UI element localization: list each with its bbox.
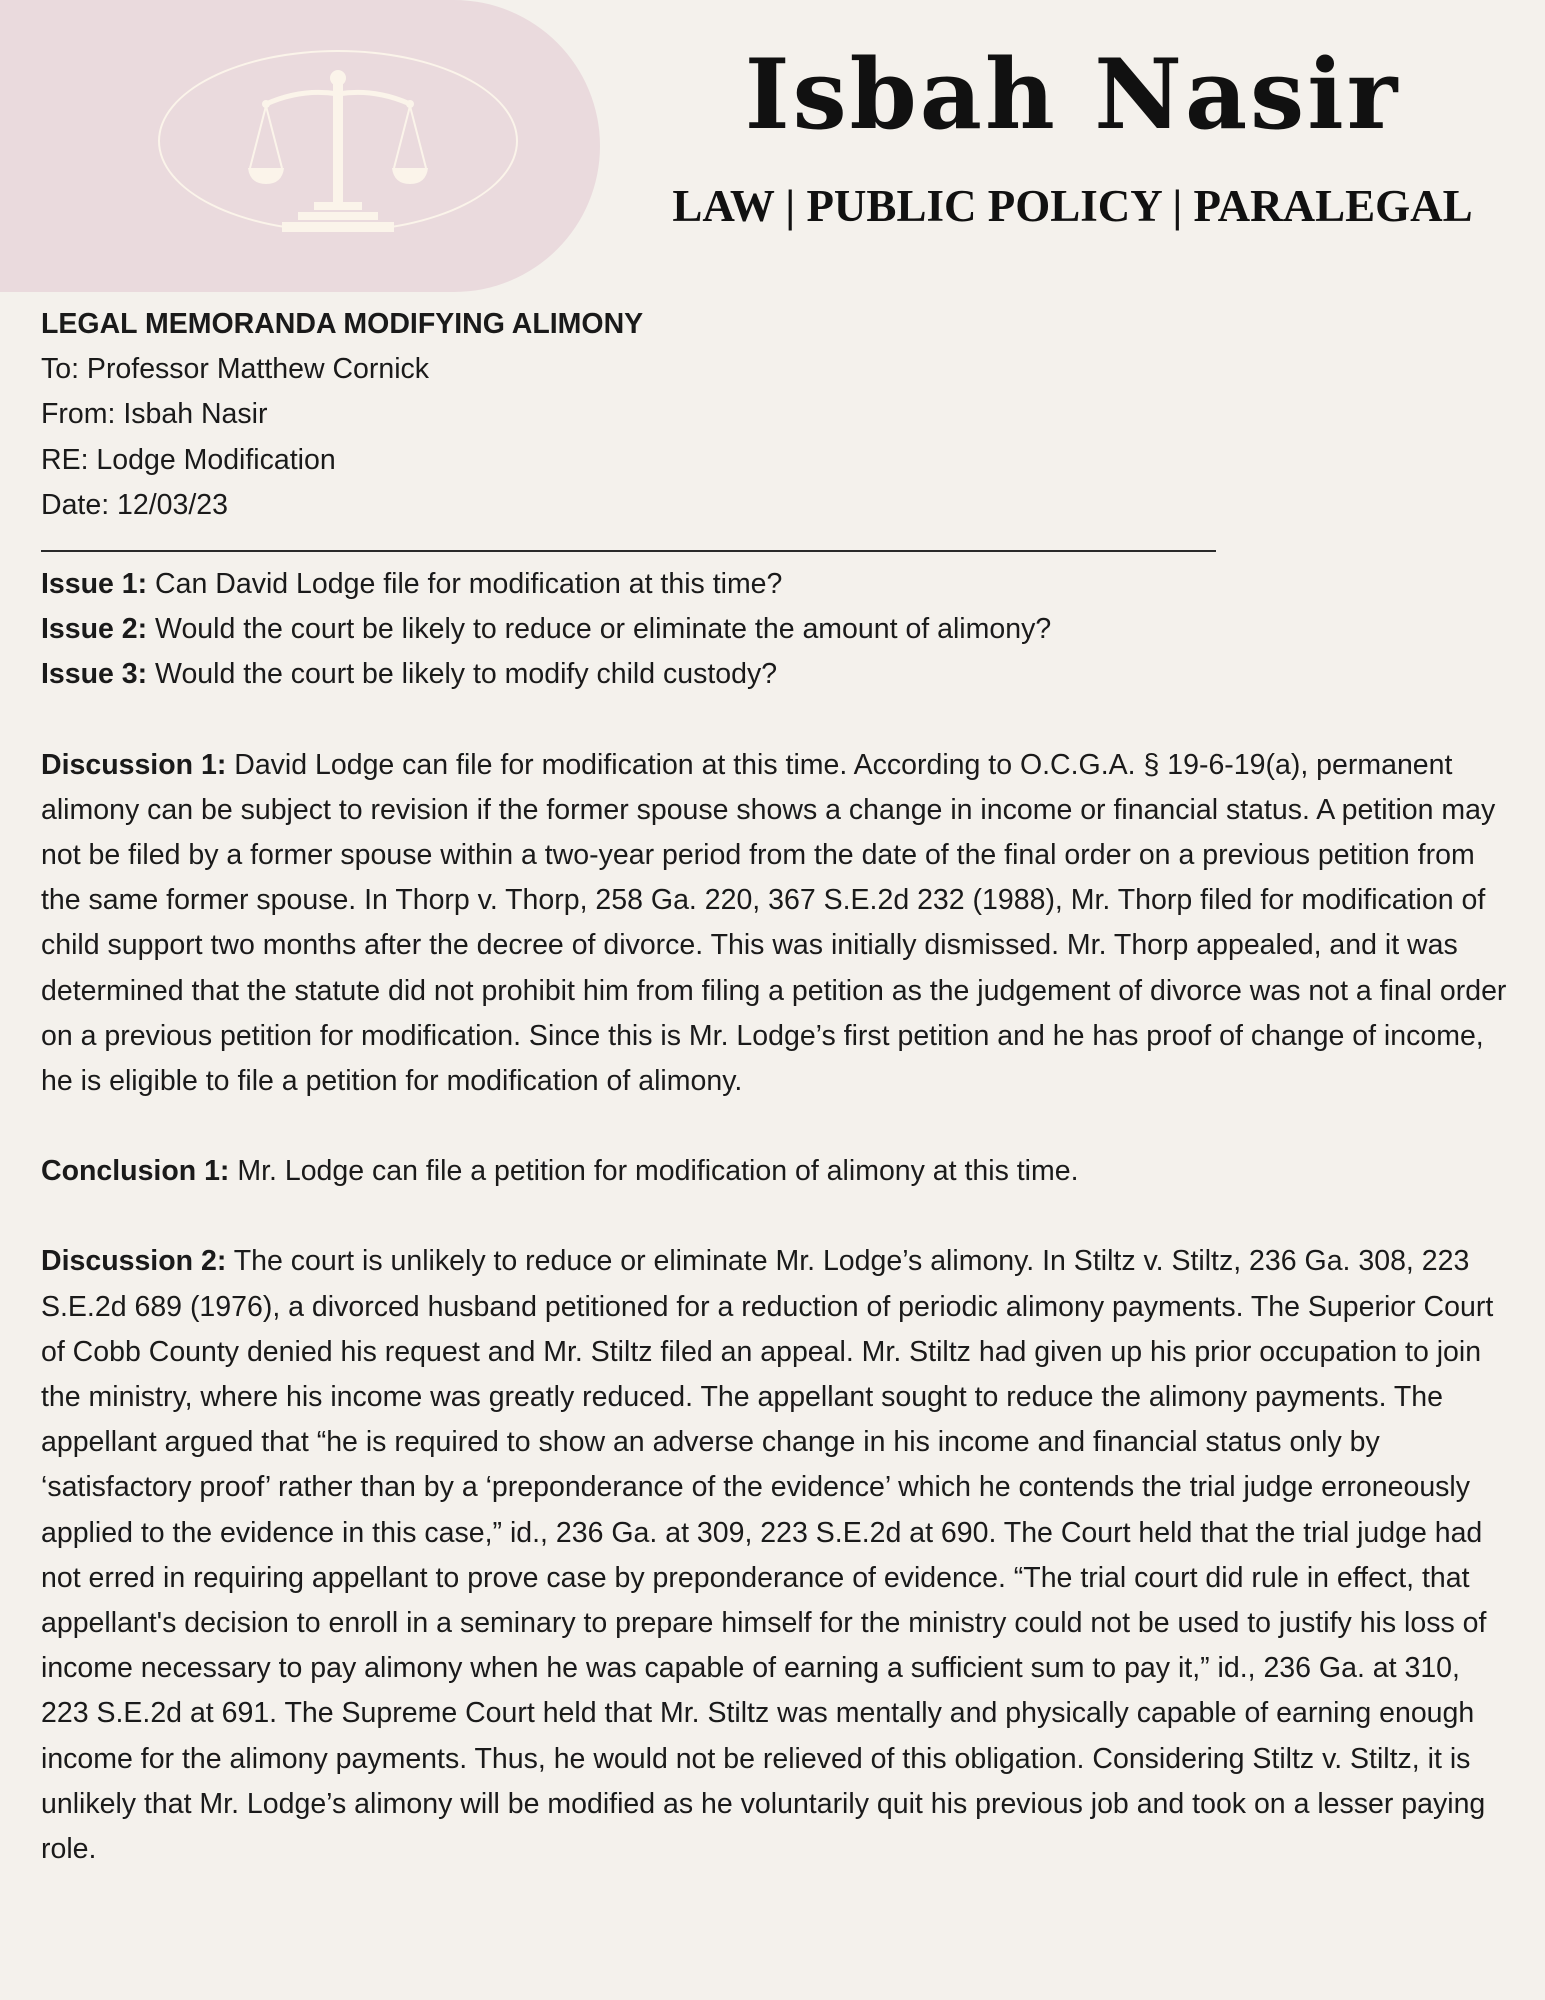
issue-2 bbox=[41, 607, 1511, 652]
issue-1 bbox=[41, 562, 1511, 607]
issue-1-text: Can David Lodge file for modification at this time? bbox=[147, 568, 783, 601]
memo-body bbox=[41, 302, 1511, 1872]
memo-from: From: Isbah Nasir bbox=[41, 398, 268, 431]
discussion-2-label: Discussion 2: bbox=[41, 1245, 227, 1278]
issue-3 bbox=[41, 652, 1511, 697]
issue-3-text: Would the court be likely to modify child custody? bbox=[147, 658, 778, 691]
discussion-1 bbox=[41, 743, 1511, 1105]
memo-date: Date: 12/03/23 bbox=[41, 488, 228, 521]
issue-3-label: Issue 3: bbox=[41, 658, 148, 691]
memo-re: RE: Lodge Modification bbox=[41, 443, 336, 476]
issue-2-text: Would the court be likely to reduce or eliminate the amount of alimony? bbox=[147, 613, 1052, 646]
discussion-1-label: Discussion 1: bbox=[41, 748, 227, 781]
header-tagline: LAW | PUBLIC POLICY | PARALEGAL bbox=[672, 181, 1473, 231]
discussion-2-text: The court is unlikely to reduce or eliminate Mr. Lodge’s alimony. In Stiltz v. Stiltz, 236 Ga. 308, 223 S.E.2d 689 (1976), a divorced husband petitioned for a reduction of periodic alimony payments. The Superior Court of Cobb County denied his request and Mr. Stiltz filed an appeal. Mr. Stiltz had given up his prior occupation to join the ministry, where his income was greatly reduced. The appellant sought to reduce the alimony payments. The appellant argued that “he is required to show an adverse change in his income and financial status only by ‘satisfactory proof’ rather than by a ‘preponderance of the evidence’ which he contends the trial judge erroneously applied to the evidence in this case,” id., 236 Ga. at 309, 223 S.E.2d at 690. The Court held that the trial judge had not erred in requiring appellant to prove case by preponderance of evidence. “The trial court did rule in effect, that appellant's decision to enroll in a seminary to prepare himself for the ministry could not be used to justify his loss of income necessary to pay alimony when he was capable of earning a sufficient sum to pay it,” id., 236 Ga. at 310, 223 S.E.2d at 691. The Supreme Court held that Mr. Stiltz was mentally and physically capable of earning enough income for the alimony payments. Thus, he would not be relieved of this obligation. Considering Stiltz v. Stiltz, it is unlikely that Mr. Lodge’s alimony will be modified as he voluntarily quit his previous job and took on a lesser paying role. bbox=[41, 1245, 1494, 1866]
discussion-1-text: David Lodge can file for modification at this time. According to O.C.G.A. § 19-6-19(a), permanent alimony can be subject to revision if the former spouse shows a change in income or financial status. A petition may not be filed by a former spouse within a two-year period from the date of the final order on a previous petition from the same former spouse. In Thorp v. Thorp, 258 Ga. 220, 367 S.E.2d 232 (1988), Mr. Thorp filed for modification of child support two months after the decree of divorce. This was initially dismissed. Mr. Thorp appealed, and it was determined that the statute did not prohibit him from filing a petition as the judgement of divorce was not a final order on a previous petition for modification. Since this is Mr. Lodge’s first petition and he has proof of change of income, he is eligible to file a petition for modification of alimony. bbox=[41, 748, 1507, 1098]
header-name: Isbah Nasir bbox=[744, 38, 1401, 151]
memo-divider bbox=[41, 550, 1216, 552]
issue-1-label: Issue 1: bbox=[41, 568, 148, 601]
memo-to: To: Professor Matthew Cornick bbox=[41, 353, 430, 386]
conclusion-1-label: Conclusion 1: bbox=[41, 1155, 230, 1188]
discussion-2 bbox=[41, 1239, 1511, 1872]
conclusion-1 bbox=[41, 1149, 1511, 1194]
issue-2-label: Issue 2: bbox=[41, 613, 148, 646]
scales-of-justice-icon bbox=[248, 66, 428, 236]
memo-title: LEGAL MEMORANDA MODIFYING ALIMONY bbox=[41, 308, 644, 340]
conclusion-1-text: Mr. Lodge can file a petition for modification of alimony at this time. bbox=[229, 1155, 1079, 1188]
